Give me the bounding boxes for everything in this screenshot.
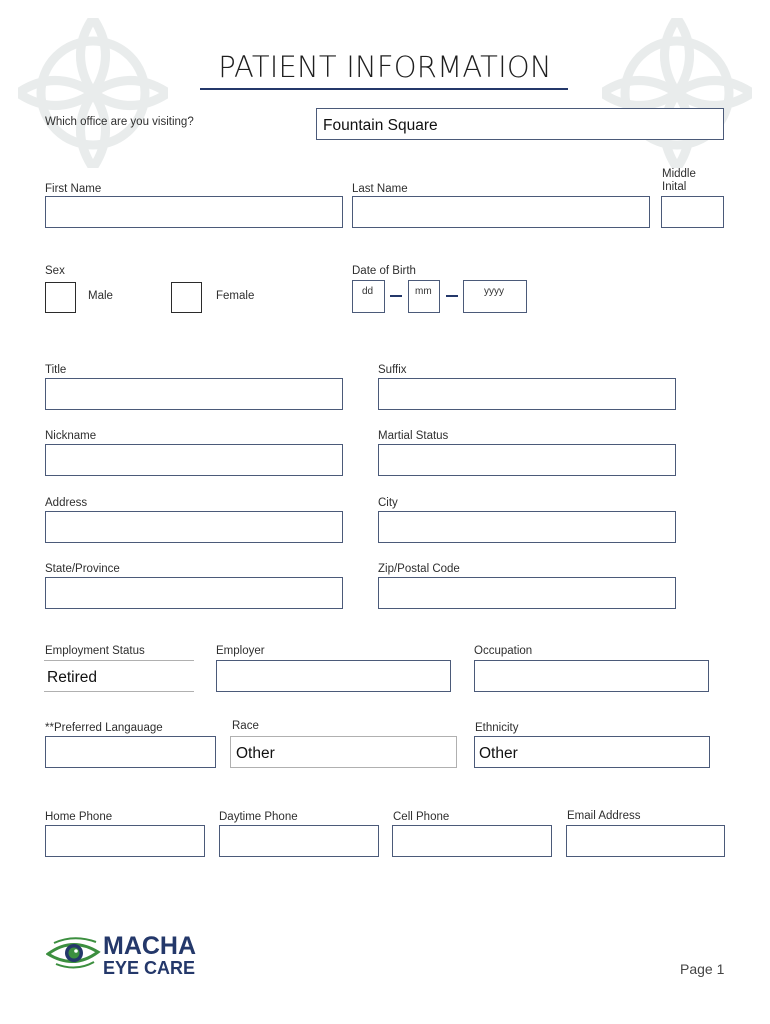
office-field[interactable]	[316, 108, 724, 140]
employment-status-field[interactable]	[44, 661, 194, 691]
dob-day-field[interactable]	[352, 280, 385, 313]
state-label: State/Province	[45, 563, 120, 575]
email-address-field[interactable]	[566, 825, 725, 857]
eye-icon	[48, 938, 98, 967]
cell-phone-field[interactable]	[392, 825, 552, 857]
female-checkbox[interactable]	[171, 282, 202, 313]
first-name-label: First Name	[45, 183, 102, 195]
dob-year-field[interactable]	[463, 280, 527, 313]
marital-status-field[interactable]	[378, 444, 676, 476]
middle-initial-label-line2: Inital	[662, 181, 687, 193]
logo-text-eye-care: EYE CARE	[103, 958, 196, 978]
daytime-phone-label: Daytime Phone	[219, 811, 298, 823]
daytime-phone-field[interactable]	[219, 825, 379, 857]
employment-status-bottom-line	[44, 691, 194, 692]
suffix-field[interactable]	[378, 378, 676, 410]
dob-year-placeholder: yyyy	[484, 286, 504, 297]
title-underline	[200, 88, 568, 90]
employment-status-label: Employment Status	[45, 645, 145, 657]
marital-status-label: Martial Status	[378, 430, 449, 442]
race-field[interactable]	[230, 736, 457, 768]
dob-day-placeholder: dd	[362, 286, 374, 297]
occupation-field[interactable]	[474, 660, 709, 692]
decorative-pattern-right	[602, 18, 752, 168]
last-name-label: Last Name	[352, 183, 408, 195]
occupation-label: Occupation	[474, 645, 533, 657]
nickname-field[interactable]	[45, 444, 343, 476]
employer-field[interactable]	[216, 660, 451, 692]
race-label: Race	[232, 720, 259, 732]
ethnicity-label: Ethnicity	[475, 722, 519, 734]
suffix-label: Suffix	[378, 364, 407, 376]
last-name-field[interactable]	[352, 196, 650, 228]
preferred-language-label: **Preferred Langauage	[45, 722, 163, 734]
first-name-field[interactable]	[45, 196, 343, 228]
race-value: Other	[236, 745, 275, 762]
dob-label: Date of Birth	[352, 265, 416, 277]
ethnicity-field[interactable]	[474, 736, 710, 768]
male-checkbox[interactable]	[45, 282, 76, 313]
ethnicity-value: Other	[479, 745, 518, 762]
macha-eye-care-logo	[46, 928, 216, 980]
zip-label: Zip/Postal Code	[378, 563, 460, 575]
address-field[interactable]	[45, 511, 343, 543]
employer-label: Employer	[216, 645, 265, 657]
zip-field[interactable]	[378, 577, 676, 609]
page-number: Page 1	[680, 961, 725, 977]
dob-separator-2	[446, 295, 458, 297]
home-phone-field[interactable]	[45, 825, 205, 857]
dob-month-placeholder: mm	[415, 286, 432, 297]
nickname-label: Nickname	[45, 430, 97, 442]
logo-text-macha: MACHA	[103, 932, 197, 960]
employment-status-value: Retired	[47, 669, 97, 686]
female-label: Female	[216, 290, 255, 302]
office-value: Fountain Square	[323, 117, 438, 134]
address-label: Address	[45, 497, 88, 509]
page-title: PATIENT INFORMATION	[218, 50, 552, 84]
cell-phone-label: Cell Phone	[393, 811, 450, 823]
male-label: Male	[88, 290, 113, 302]
dob-separator-1	[390, 295, 402, 297]
title-label: Title	[45, 364, 67, 376]
city-label: City	[378, 497, 398, 509]
home-phone-label: Home Phone	[45, 811, 113, 823]
city-field[interactable]	[378, 511, 676, 543]
middle-initial-label-line1: Middle	[662, 168, 696, 180]
preferred-language-field[interactable]	[45, 736, 216, 768]
dob-month-field[interactable]	[408, 280, 440, 313]
middle-initial-field[interactable]	[661, 196, 724, 228]
decorative-pattern-left	[18, 18, 168, 168]
sex-label: Sex	[45, 265, 65, 277]
email-address-label: Email Address	[567, 810, 641, 822]
office-label: Which office are you visiting?	[45, 116, 194, 128]
title-field[interactable]	[45, 378, 343, 410]
state-field[interactable]	[45, 577, 343, 609]
